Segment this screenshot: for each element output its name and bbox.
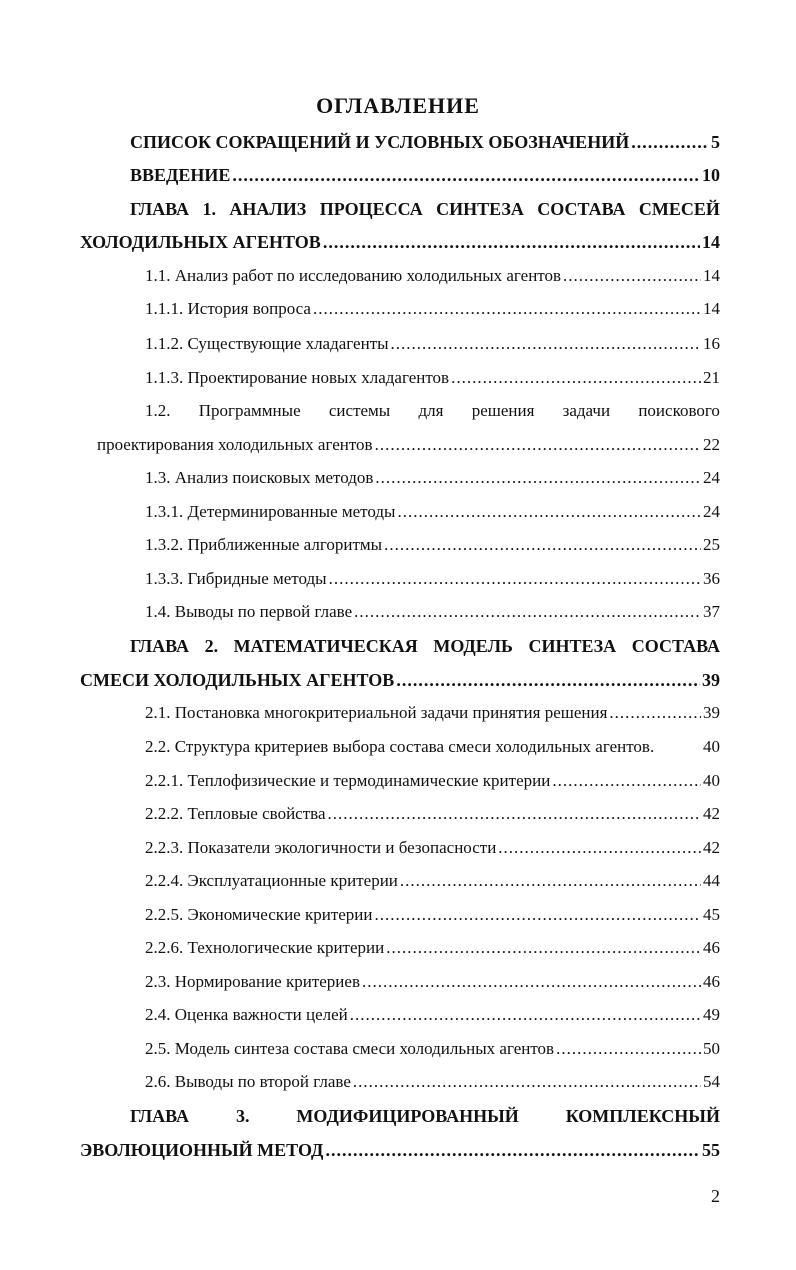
toc-entry-page: 50 — [703, 1039, 720, 1058]
toc-entry-page: 54 — [703, 1072, 720, 1091]
word: 2. — [204, 636, 219, 656]
toc-entry-text: ВВЕДЕНИЕ — [130, 165, 231, 185]
word: 1.2. — [145, 401, 171, 420]
toc-entry-1-3-3[interactable] — [145, 569, 720, 593]
word: МОДЕЛЬ — [433, 636, 513, 656]
toc-entry-page: 39 — [702, 670, 720, 690]
toc-entry-2-1[interactable] — [145, 703, 720, 727]
word: системы — [328, 401, 391, 420]
toc-entry-page: 22 — [703, 435, 720, 454]
toc-entry-text: 2.2.1. Теплофизические и термодинамические критерии — [145, 771, 551, 790]
toc-entry-2-5[interactable] — [145, 1039, 720, 1063]
toc-entry-text: 2.2.4. Эксплуатационные критерии — [145, 871, 398, 890]
word: МОДИФИЦИРОВАННЫЙ — [296, 1106, 519, 1126]
toc-entry-text: 1.1.2. Существующие хладагенты — [145, 334, 389, 353]
word: АНАЛИЗ — [229, 199, 307, 219]
toc-entry-page: 14 — [703, 266, 720, 285]
toc-entry-page: 45 — [703, 905, 720, 924]
toc-chapter-3-line2[interactable] — [80, 1140, 720, 1164]
toc-entry-text: 2.5. Модель синтеза состава смеси холодильных агентов — [145, 1039, 555, 1058]
word: ГЛАВА — [130, 1106, 190, 1126]
word: СИНТЕЗА — [528, 636, 617, 656]
word: МАТЕМАТИЧЕСКАЯ — [233, 636, 418, 656]
toc-entry-page: 14 — [702, 232, 720, 252]
toc-entry-1-2-line1[interactable] — [145, 401, 720, 425]
toc-entry-text: 2.2. Структура критериев выбора состава смеси холодильных агентов. — [145, 737, 655, 756]
toc-entry-text: 2.2.6. Технологические критерии — [145, 938, 385, 957]
toc-entry-text: 1.3.2. Приближенные алгоритмы — [145, 535, 383, 554]
word: КОМПЛЕКСНЫЙ — [565, 1106, 720, 1126]
toc-entry-page: 46 — [703, 938, 720, 957]
page-title: ОГЛАВЛЕНИЕ — [316, 93, 480, 118]
word: ПРОЦЕССА — [319, 199, 423, 219]
toc-entry-text: СПИСОК СОКРАЩЕНИЙ И УСЛОВНЫХ ОБОЗНАЧЕНИЙ — [130, 132, 630, 152]
toc-entry-page: 39 — [703, 703, 720, 722]
word: СМЕСЕЙ — [638, 199, 720, 219]
word: для — [418, 401, 444, 420]
toc-entry-text: 2.2.2. Тепловые свойства — [145, 804, 326, 823]
toc-entry-page: 5 — [711, 132, 720, 152]
toc-entry-text: 1.1.3. Проектирование новых хладагентов — [145, 368, 450, 387]
toc-entry-text: 1.1.1. История вопроса — [145, 299, 311, 318]
toc-entry-2-3[interactable] — [145, 972, 720, 996]
toc-entry-page: 37 — [703, 602, 720, 621]
toc-entry-page: 40 — [703, 771, 720, 790]
toc-entry-text: 1.3. Анализ поисковых методов — [145, 468, 374, 487]
toc-chapter-2-line1[interactable] — [130, 636, 720, 660]
toc-entry-page: 36 — [703, 569, 720, 588]
toc-entry-text: 2.4. Оценка важности целей — [145, 1005, 348, 1024]
toc-entry-page: 49 — [703, 1005, 720, 1024]
word: Программные — [198, 401, 301, 420]
toc-entry-1-1-1[interactable] — [145, 299, 720, 323]
toc-entry-abbreviations[interactable] — [130, 132, 720, 156]
toc-entry-text: 2.3. Нормирование критериев — [145, 972, 360, 991]
toc-entry-1-2-line2[interactable] — [97, 435, 720, 459]
toc-entry-text: 2.1. Постановка многокритериальной задачи принятия решения — [145, 703, 608, 722]
toc-entry-page: 21 — [703, 368, 720, 387]
word: СОСТАВА — [537, 199, 626, 219]
toc-entry-page: 25 — [703, 535, 720, 554]
toc-entry-page: 24 — [703, 468, 720, 487]
toc-entry-page: 14 — [703, 299, 720, 318]
toc-entry-text: 1.3.1. Детерминированные методы — [145, 502, 396, 521]
toc-entry-1-1-3[interactable] — [145, 368, 720, 392]
toc-entry-page: 46 — [703, 972, 720, 991]
toc-entry-2-2-3[interactable] — [145, 838, 720, 862]
toc-entry-text: 1.4. Выводы по первой главе — [145, 602, 353, 621]
toc-entry-page: 16 — [703, 334, 720, 353]
toc-entry-2-6[interactable] — [145, 1072, 720, 1096]
toc-entry-2-2-1[interactable] — [145, 771, 720, 795]
toc-entry-1-3[interactable] — [145, 468, 720, 492]
toc-entry-text: 1.1. Анализ работ по исследованию холодильных агентов — [145, 266, 562, 285]
toc-entry-text: 2.2.3. Показатели экологичности и безопасности — [145, 838, 497, 857]
toc-entry-2-2-4[interactable] — [145, 871, 720, 895]
toc-entry-page: 55 — [702, 1140, 720, 1160]
toc-entry-1-4[interactable] — [145, 602, 720, 626]
toc-entry-text: ХОЛОДИЛЬНЫХ АГЕНТОВ — [80, 232, 321, 252]
toc-entry-page: 10 — [702, 165, 720, 185]
word: поискового — [638, 401, 720, 420]
toc-entry-2-2-2[interactable] — [145, 804, 720, 828]
toc-entry-1-3-2[interactable] — [145, 535, 720, 559]
toc-chapter-1-line2[interactable] — [80, 232, 720, 256]
toc-chapter-3-line1[interactable] — [130, 1106, 720, 1130]
page-number: 2 — [711, 1186, 720, 1206]
toc-entry-text: проектирования холодильных агентов — [97, 435, 373, 454]
word: задачи — [562, 401, 611, 420]
toc-chapter-1-line1[interactable] — [130, 199, 720, 223]
toc-entry-2-2-5[interactable] — [145, 905, 720, 929]
toc-entry-1-3-1[interactable] — [145, 502, 720, 526]
toc-entry-text: 2.2.5. Экономические критерии — [145, 905, 373, 924]
toc-entry-text: 2.6. Выводы по второй главе — [145, 1072, 351, 1091]
toc-entry-2-2-6[interactable] — [145, 938, 720, 962]
toc-entry-page: 42 — [703, 838, 720, 857]
word: ГЛАВА — [130, 199, 190, 219]
word: ГЛАВА — [130, 636, 190, 656]
toc-entry-page: 44 — [703, 871, 720, 890]
toc-entry-2-2[interactable] — [145, 737, 720, 761]
toc-chapter-2-line2[interactable] — [80, 670, 720, 694]
toc-entry-1-1[interactable] — [145, 266, 720, 290]
word: решения — [471, 401, 535, 420]
toc-entry-page: 40 — [703, 737, 720, 756]
word: 3. — [235, 1106, 250, 1126]
toc-entry-introduction[interactable] — [130, 165, 720, 189]
toc-entry-2-4[interactable] — [145, 1005, 720, 1029]
word: 1. — [202, 199, 216, 219]
word: СИНТЕЗА — [436, 199, 524, 219]
toc-entry-text: ЭВОЛЮЦИОННЫЙ МЕТОД — [80, 1140, 324, 1160]
toc-entry-text: 1.3.3. Гибридные методы — [145, 569, 327, 588]
word: СОСТАВА — [631, 636, 720, 656]
toc-entry-page: 24 — [703, 502, 720, 521]
toc-entry-text: СМЕСИ ХОЛОДИЛЬНЫХ АГЕНТОВ — [80, 670, 395, 690]
toc-entry-1-1-2[interactable] — [145, 334, 720, 358]
toc-entry-page: 42 — [703, 804, 720, 823]
